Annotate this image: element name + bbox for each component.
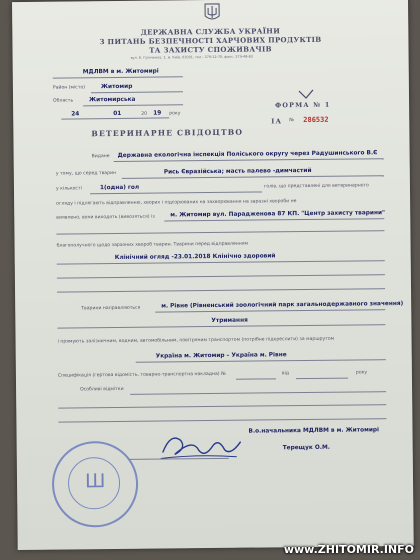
header-line-3: ТА ЗАХИСТУ СПОЖИВАЧІВ	[149, 44, 272, 55]
route-value: Україна м. Житомир – Україна м. Рівне	[155, 352, 287, 360]
region-label: Область	[53, 98, 74, 104]
spec-year: року	[355, 370, 368, 376]
year-suffix: року	[169, 111, 181, 117]
spec-label: Специфікація (гертова відомість, товарно-транспортна накладна) №	[57, 371, 226, 379]
certificate-page	[12, 0, 414, 550]
header-line-1: ДЕРЖАВНА СЛУЖБА УКРАЇНИ	[140, 26, 281, 37]
purpose-value: Утримання	[211, 317, 248, 325]
wellbeing-text: благополучного щодо заразних хвороб тварин. Тварини перед відправленням	[56, 241, 249, 249]
origin-label: виявлено, вони виходять (вивозяться) із	[56, 214, 155, 221]
destination-label: Тварини направляються	[81, 305, 141, 312]
qty-text: голів, що представлені для ветеринарного	[263, 183, 369, 190]
notes-label: Особливі відмітки	[80, 386, 124, 393]
animal-value: Рись Євразійська; масть палево -димчастий	[163, 167, 312, 176]
form-number: 286532	[303, 115, 329, 125]
form-number-label: №	[289, 118, 295, 124]
form-label: ФОРМА № 1	[275, 100, 331, 110]
qty-value: 1(одна) гол	[99, 184, 140, 192]
issued-label: Видане	[91, 154, 110, 160]
signer-position: В.о.начальника МДЛВМ в м. Житомирі	[248, 427, 380, 435]
destination-value: м. Рівне (Рівненський зоологічний парк загальнодержавного значення)	[161, 300, 404, 310]
header-address: вул. Б. Грінченка, 1, м. Київ, 01001, тел.: 279-12-70, факс: 279-48-83	[130, 54, 253, 60]
year-prefix: 20	[141, 111, 148, 117]
date-day: 24	[71, 111, 80, 118]
official-stamp: Ш	[52, 441, 139, 528]
region-value: Житомирська	[89, 96, 136, 104]
site-watermark: www.ZHITOMIR.INFO	[283, 543, 414, 556]
issued-value: Державна екологічна інспекція Поліського округу через Радушинського В.Є	[117, 150, 378, 159]
date-month: 01	[113, 110, 122, 118]
district-label: Район (місто)	[52, 85, 86, 91]
issuer-org: МДЛВМ в м. Житомирі	[82, 68, 159, 76]
qty-label: у кількості	[55, 186, 82, 192]
origin-value: м. Житомир вул. Парадженова 87 КП. "Центр захисту тварини"	[170, 210, 386, 219]
exam-value: Клінічний огляд -23.01.2018 Клінічно здоровий	[114, 253, 276, 262]
header-line-2: З ПИТАНЬ БЕЗПЕЧНОСТІ ХАРЧОВИХ ПРОДУКТІВ	[99, 34, 322, 47]
document-title: ВЕТЕРИНАРНЕ СВІДОЦТВО	[91, 127, 244, 139]
date-year: 19	[153, 110, 162, 117]
signer-name: Терещук О.М.	[282, 444, 330, 452]
coat-of-arms-icon	[204, 3, 220, 23]
checkmark-icon	[298, 89, 314, 99]
form-series: ІА	[271, 117, 283, 126]
animal-label: у тому, що серед тварин	[55, 170, 117, 177]
district-value: Житомир	[100, 83, 133, 91]
transport-text: і прямують залізничним, водним, автомобільним, повітряним транспортом (потрібне підкреслити) за маршрутом	[57, 336, 335, 345]
spec-from: від	[281, 371, 290, 377]
vet-text: огляду і підлягають відправленню, хворих і підозрюваних на захворювання на заразні хвороби не	[56, 199, 297, 207]
